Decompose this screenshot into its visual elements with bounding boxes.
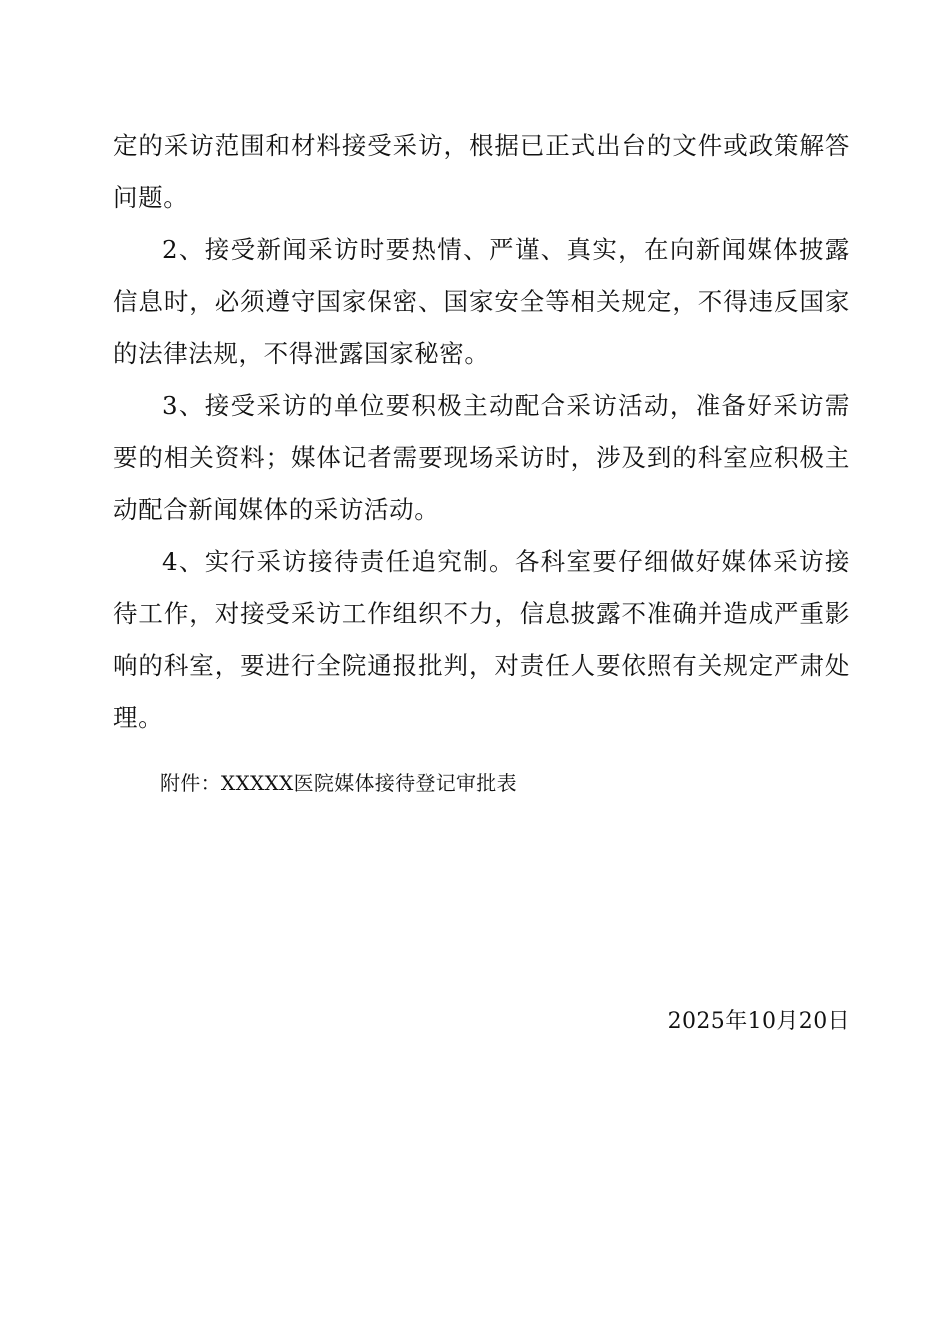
paragraph-continuation: 定的采访范围和材料接受采访，根据已正式出台的文件或政策解答问题。 bbox=[113, 131, 850, 212]
paragraph-item-4: 4、实行采访接待责任追究制。各科室要仔细做好媒体采访接待工作，对接受采访工作组织不力，信息披露不准确并造成严重影响的科室，要进行全院通报批判，对责任人要依照有关规定严肃处理。 bbox=[113, 547, 850, 732]
paragraph-item-3: 3、接受采访的单位要积极主动配合采访活动，准备好采访需要的相关资料；媒体记者需要现场采访时，涉及到的科室应积极主动配合新闻媒体的采访活动。 bbox=[113, 391, 850, 524]
attachment-note: 附件：XXXXX医院媒体接待登记审批表 bbox=[160, 771, 517, 795]
document-date: 2025年10月20日 bbox=[667, 1009, 850, 1034]
paragraph-item-2: 2、接受新闻采访时要热情、严谨、真实，在向新闻媒体披露信息时，必须遵守国家保密、国家安全等相关规定，不得违反国家的法律法规，不得泄露国家秘密。 bbox=[113, 235, 850, 368]
document-body bbox=[113, 120, 850, 744]
